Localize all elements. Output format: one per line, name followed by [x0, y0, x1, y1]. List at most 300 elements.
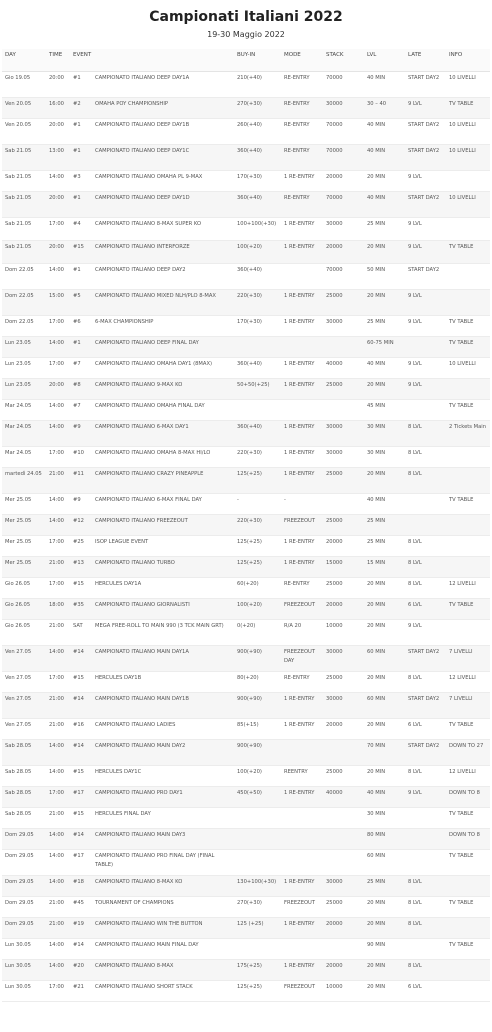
- late-reg-cell: 9 LVL: [405, 98, 446, 119]
- event-name-cell: HERCULES DAY1A: [92, 578, 234, 599]
- buyin-cell: -: [234, 494, 281, 515]
- table-row: [2, 740, 490, 766]
- buyin-cell: 80(+20): [234, 672, 281, 693]
- time-cell: 17:00: [46, 536, 70, 557]
- mode-cell: -: [281, 494, 323, 515]
- late-reg-cell: 6 LVL: [405, 719, 446, 740]
- level-cell: 20 MIN: [364, 468, 405, 494]
- time-cell: 14:00: [46, 515, 70, 536]
- table-row: [2, 400, 490, 421]
- info-cell: [446, 468, 490, 494]
- time-cell: 14:00: [46, 646, 70, 672]
- stack-cell: 20000: [323, 960, 364, 981]
- table-row: [2, 192, 490, 218]
- event-number-cell: #4: [70, 218, 92, 241]
- mode-cell: FREEZEOUT: [281, 599, 323, 620]
- table-row: [2, 960, 490, 981]
- mode-cell: 1 RE-ENTRY: [281, 876, 323, 897]
- time-cell: 17:00: [46, 578, 70, 599]
- buyin-cell: [234, 337, 281, 358]
- event-number-cell: #17: [70, 850, 92, 876]
- level-cell: 25 MIN: [364, 515, 405, 536]
- table-row: [2, 264, 490, 290]
- late-reg-cell: 9 LVL: [405, 171, 446, 192]
- mode-cell: FREEZEOUT DAY: [281, 646, 323, 672]
- mode-cell: [281, 829, 323, 850]
- event-name-cell: CAMPIONATO ITALIANO MIXED NLH/PLO 8-MAX: [92, 290, 234, 316]
- table-row: [2, 337, 490, 358]
- table-row: [2, 358, 490, 379]
- event-name-cell: CAMPIONATO ITALIANO PRO FINAL DAY (FINAL TABLE): [92, 850, 234, 876]
- late-reg-cell: 6 LVL: [405, 981, 446, 1002]
- info-cell: 12 LIVELLI: [446, 766, 490, 787]
- info-cell: TV TABLE: [446, 241, 490, 264]
- event-name-cell: TOURNAMENT OF CHAMPIONS: [92, 897, 234, 918]
- buyin-cell: 220(+30): [234, 290, 281, 316]
- level-cell: 30 MIN: [364, 447, 405, 468]
- info-cell: [446, 876, 490, 897]
- event-number-cell: #9: [70, 421, 92, 447]
- late-reg-cell: 8 LVL: [405, 421, 446, 447]
- info-cell: 2 Tickets Main: [446, 421, 490, 447]
- event-name-cell: CAMPIONATO ITALIANO GIORNALISTI: [92, 599, 234, 620]
- late-reg-cell: 8 LVL: [405, 876, 446, 897]
- info-cell: [446, 447, 490, 468]
- late-reg-cell: START DAY2: [405, 740, 446, 766]
- time-cell: 20:00: [46, 72, 70, 98]
- mode-cell: [281, 740, 323, 766]
- event-name-cell: MEGA FREE-ROLL TO MAIN 990 (3 TCK MAIN GRT): [92, 620, 234, 646]
- time-cell: 20:00: [46, 192, 70, 218]
- late-reg-cell: START DAY2: [405, 145, 446, 171]
- day-cell: Lun 23.05: [2, 379, 46, 400]
- buyin-cell: 100(+20): [234, 599, 281, 620]
- table-body: [2, 72, 490, 1002]
- time-cell: 21:00: [46, 620, 70, 646]
- day-cell: Dom 22.05: [2, 316, 46, 337]
- late-reg-cell: 9 LVL: [405, 290, 446, 316]
- mode-cell: [281, 264, 323, 290]
- late-reg-cell: [405, 939, 446, 960]
- info-cell: 10 LIVELLI: [446, 192, 490, 218]
- mode-cell: RE-ENTRY: [281, 72, 323, 98]
- level-cell: 25 MIN: [364, 876, 405, 897]
- buyin-cell: 50+50(+25): [234, 379, 281, 400]
- event-number-cell: #15: [70, 808, 92, 829]
- time-cell: 14:00: [46, 850, 70, 876]
- day-cell: Ven 27.05: [2, 719, 46, 740]
- event-name-cell: HERCULES DAY1C: [92, 766, 234, 787]
- info-cell: [446, 515, 490, 536]
- day-cell: martedì 24.05: [2, 468, 46, 494]
- info-cell: TV TABLE: [446, 494, 490, 515]
- event-name-cell: HERCULES FINAL DAY: [92, 808, 234, 829]
- info-cell: 10 LIVELLI: [446, 145, 490, 171]
- day-cell: Lun 23.05: [2, 337, 46, 358]
- table-row: [2, 787, 490, 808]
- buyin-cell: 450(+50): [234, 787, 281, 808]
- buyin-cell: 0(+20): [234, 620, 281, 646]
- stack-cell: [323, 939, 364, 960]
- buyin-cell: [234, 829, 281, 850]
- mode-cell: REENTRY: [281, 766, 323, 787]
- day-cell: Lun 30.05: [2, 939, 46, 960]
- late-reg-cell: 8 LVL: [405, 672, 446, 693]
- event-name-cell: CAMPIONATO ITALIANO WIN THE BUTTON: [92, 918, 234, 939]
- info-cell: [446, 620, 490, 646]
- time-cell: 14:00: [46, 766, 70, 787]
- buyin-cell: 360(+40): [234, 264, 281, 290]
- info-cell: DOWN TO 8: [446, 787, 490, 808]
- late-reg-cell: 9 LVL: [405, 379, 446, 400]
- buyin-cell: 170(+30): [234, 316, 281, 337]
- event-number-cell: #18: [70, 876, 92, 897]
- event-number-cell: #15: [70, 241, 92, 264]
- day-cell: Dom 29.05: [2, 918, 46, 939]
- late-reg-cell: START DAY2: [405, 264, 446, 290]
- time-cell: 14:00: [46, 421, 70, 447]
- stack-cell: 25000: [323, 578, 364, 599]
- stack-cell: 25000: [323, 468, 364, 494]
- buyin-cell: 900(+90): [234, 646, 281, 672]
- buyin-cell: 125 (+25): [234, 918, 281, 939]
- event-name-cell: CAMPIONATO ITALIANO OMAHA DAY1 (8MAX): [92, 358, 234, 379]
- info-cell: TV TABLE: [446, 719, 490, 740]
- info-cell: TV TABLE: [446, 939, 490, 960]
- day-cell: Sab 21.05: [2, 145, 46, 171]
- info-cell: TV TABLE: [446, 400, 490, 421]
- time-cell: 16:00: [46, 98, 70, 119]
- stack-cell: 40000: [323, 358, 364, 379]
- stack-cell: 20000: [323, 536, 364, 557]
- time-cell: 15:00: [46, 290, 70, 316]
- event-name-cell: CAMPIONATO ITALIANO OMAHA PL 9-MAX: [92, 171, 234, 192]
- stack-cell: [323, 808, 364, 829]
- event-name-cell: CAMPIONATO ITALIANO 8-MAX: [92, 960, 234, 981]
- day-cell: Ven 27.05: [2, 646, 46, 672]
- day-cell: Dom 29.05: [2, 876, 46, 897]
- late-reg-cell: [405, 515, 446, 536]
- level-cell: 20 MIN: [364, 290, 405, 316]
- time-cell: 21:00: [46, 468, 70, 494]
- late-reg-cell: [405, 400, 446, 421]
- event-name-cell: CAMPIONATO ITALIANO DEEP DAY1B: [92, 119, 234, 145]
- day-cell: Dom 29.05: [2, 897, 46, 918]
- table-row: [2, 447, 490, 468]
- level-cell: 20 MIN: [364, 981, 405, 1002]
- event-number-cell: #19: [70, 918, 92, 939]
- late-reg-cell: 9 LVL: [405, 358, 446, 379]
- stack-cell: 20000: [323, 918, 364, 939]
- day-cell: Lun 30.05: [2, 981, 46, 1002]
- stack-cell: [323, 400, 364, 421]
- time-cell: 14:00: [46, 829, 70, 850]
- event-number-cell: #12: [70, 515, 92, 536]
- late-reg-cell: 8 LVL: [405, 557, 446, 578]
- mode-cell: RE-ENTRY: [281, 672, 323, 693]
- page-subtitle: 19-30 Maggio 2022: [207, 30, 285, 39]
- info-cell: [446, 557, 490, 578]
- level-cell: 40 MIN: [364, 119, 405, 145]
- buyin-cell: 360(+40): [234, 192, 281, 218]
- level-cell: 60 MIN: [364, 646, 405, 672]
- level-cell: 40 MIN: [364, 494, 405, 515]
- info-cell: TV TABLE: [446, 850, 490, 876]
- info-cell: 10 LIVELLI: [446, 72, 490, 98]
- table-row: [2, 646, 490, 672]
- stack-cell: 25000: [323, 290, 364, 316]
- stack-cell: 70000: [323, 72, 364, 98]
- late-reg-cell: [405, 829, 446, 850]
- table-row: [2, 578, 490, 599]
- late-reg-cell: 8 LVL: [405, 918, 446, 939]
- buyin-cell: 125(+25): [234, 981, 281, 1002]
- buyin-cell: 900(+90): [234, 740, 281, 766]
- time-cell: 21:00: [46, 897, 70, 918]
- buyin-cell: 125(+25): [234, 557, 281, 578]
- time-cell: 14:00: [46, 337, 70, 358]
- event-number-cell: #16: [70, 719, 92, 740]
- event-name-cell: OMAHA POY CHAMPIONSHIP: [92, 98, 234, 119]
- level-cell: 20 MIN: [364, 620, 405, 646]
- event-number-cell: #1: [70, 192, 92, 218]
- event-number-cell: #5: [70, 290, 92, 316]
- time-cell: 14:00: [46, 876, 70, 897]
- column-header: DAY: [2, 49, 46, 72]
- stack-cell: 30000: [323, 421, 364, 447]
- day-cell: Gio 26.05: [2, 620, 46, 646]
- late-reg-cell: [405, 494, 446, 515]
- stack-cell: 25000: [323, 672, 364, 693]
- table-row: [2, 918, 490, 939]
- event-number-cell: #7: [70, 400, 92, 421]
- stack-cell: 20000: [323, 171, 364, 192]
- mode-cell: 1 RE-ENTRY: [281, 960, 323, 981]
- day-cell: Mer 25.05: [2, 494, 46, 515]
- level-cell: 60 MIN: [364, 693, 405, 719]
- buyin-cell: [234, 400, 281, 421]
- column-header: INFO: [446, 49, 490, 72]
- stack-cell: 70000: [323, 264, 364, 290]
- buyin-cell: [234, 808, 281, 829]
- buyin-cell: 270(+30): [234, 98, 281, 119]
- stack-cell: 40000: [323, 787, 364, 808]
- event-number-cell: #14: [70, 939, 92, 960]
- info-cell: TV TABLE: [446, 599, 490, 620]
- event-name-cell: CAMPIONATO ITALIANO 9-MAX KO: [92, 379, 234, 400]
- event-name-cell: CAMPIONATO ITALIANO DEEP FINAL DAY: [92, 337, 234, 358]
- stack-cell: [323, 829, 364, 850]
- event-number-cell: #13: [70, 557, 92, 578]
- mode-cell: 1 RE-ENTRY: [281, 719, 323, 740]
- mode-cell: 1 RE-ENTRY: [281, 918, 323, 939]
- buyin-cell: 100(+20): [234, 241, 281, 264]
- time-cell: 17:00: [46, 358, 70, 379]
- info-cell: [446, 171, 490, 192]
- late-reg-cell: [405, 337, 446, 358]
- column-header: [92, 49, 234, 72]
- page: [0, 8, 492, 1002]
- buyin-cell: 360(+40): [234, 421, 281, 447]
- column-header: BUY-IN: [234, 49, 281, 72]
- event-name-cell: CAMPIONATO ITALIANO 6-MAX FINAL DAY: [92, 494, 234, 515]
- table-row: [2, 876, 490, 897]
- mode-cell: RE-ENTRY: [281, 145, 323, 171]
- mode-cell: RE-ENTRY: [281, 119, 323, 145]
- level-cell: 50 MIN: [364, 264, 405, 290]
- level-cell: 20 MIN: [364, 719, 405, 740]
- stack-cell: 30000: [323, 876, 364, 897]
- table-row: [2, 897, 490, 918]
- mode-cell: [281, 808, 323, 829]
- stack-cell: 20000: [323, 241, 364, 264]
- level-cell: 20 MIN: [364, 960, 405, 981]
- event-number-cell: #25: [70, 536, 92, 557]
- day-cell: Sab 21.05: [2, 171, 46, 192]
- mode-cell: 1 RE-ENTRY: [281, 557, 323, 578]
- table-row: [2, 119, 490, 145]
- event-name-cell: CAMPIONATO ITALIANO MAIN DAY1B: [92, 693, 234, 719]
- table-row: [2, 98, 490, 119]
- table-row: [2, 766, 490, 787]
- day-cell: Mer 25.05: [2, 557, 46, 578]
- stack-cell: 30000: [323, 447, 364, 468]
- time-cell: 21:00: [46, 693, 70, 719]
- buyin-cell: 170(+30): [234, 171, 281, 192]
- level-cell: 90 MIN: [364, 939, 405, 960]
- level-cell: 15 MIN: [364, 557, 405, 578]
- mode-cell: RE-ENTRY: [281, 578, 323, 599]
- buyin-cell: 360(+40): [234, 145, 281, 171]
- stack-cell: 20000: [323, 599, 364, 620]
- info-cell: DOWN TO 27: [446, 740, 490, 766]
- day-cell: Dom 29.05: [2, 829, 46, 850]
- event-name-cell: CAMPIONATO ITALIANO INTERFORZE: [92, 241, 234, 264]
- late-reg-cell: 8 LVL: [405, 447, 446, 468]
- day-cell: Mer 25.05: [2, 536, 46, 557]
- info-cell: TV TABLE: [446, 897, 490, 918]
- level-cell: 40 MIN: [364, 192, 405, 218]
- late-reg-cell: 9 LVL: [405, 787, 446, 808]
- buyin-cell: [234, 939, 281, 960]
- stack-cell: 25000: [323, 379, 364, 400]
- day-cell: Sab 21.05: [2, 218, 46, 241]
- mode-cell: 1 RE-ENTRY: [281, 421, 323, 447]
- event-name-cell: CAMPIONATO ITALIANO PRO DAY1: [92, 787, 234, 808]
- event-name-cell: 6-MAX CHAMPIONSHIP: [92, 316, 234, 337]
- level-cell: 20 MIN: [364, 578, 405, 599]
- event-number-cell: #20: [70, 960, 92, 981]
- late-reg-cell: 9 LVL: [405, 241, 446, 264]
- info-cell: [446, 960, 490, 981]
- event-number-cell: #21: [70, 981, 92, 1002]
- day-cell: Gio 19.05: [2, 72, 46, 98]
- day-cell: Mer 25.05: [2, 515, 46, 536]
- info-cell: 7 LIVELLI: [446, 693, 490, 719]
- buyin-cell: 125(+25): [234, 536, 281, 557]
- stack-cell: 30000: [323, 98, 364, 119]
- table-row: [2, 241, 490, 264]
- column-header: LATE: [405, 49, 446, 72]
- time-cell: 17:00: [46, 981, 70, 1002]
- mode-cell: 1 RE-ENTRY: [281, 290, 323, 316]
- mode-cell: [281, 337, 323, 358]
- mode-cell: [281, 850, 323, 876]
- level-cell: 40 MIN: [364, 72, 405, 98]
- late-reg-cell: 9 LVL: [405, 620, 446, 646]
- time-cell: 14:00: [46, 740, 70, 766]
- late-reg-cell: [405, 850, 446, 876]
- buyin-cell: 60(+20): [234, 578, 281, 599]
- stack-cell: 30000: [323, 218, 364, 241]
- day-cell: Sab 21.05: [2, 241, 46, 264]
- table-row: [2, 557, 490, 578]
- late-reg-cell: START DAY2: [405, 192, 446, 218]
- table-row: [2, 379, 490, 400]
- table-row: [2, 494, 490, 515]
- table-row: [2, 171, 490, 192]
- event-number-cell: #2: [70, 98, 92, 119]
- buyin-cell: 125(+25): [234, 468, 281, 494]
- table-row: [2, 808, 490, 829]
- level-cell: 25 MIN: [364, 316, 405, 337]
- time-cell: 21:00: [46, 808, 70, 829]
- event-number-cell: #15: [70, 766, 92, 787]
- table-row: [2, 316, 490, 337]
- time-cell: 14:00: [46, 400, 70, 421]
- mode-cell: 1 RE-ENTRY: [281, 316, 323, 337]
- stack-cell: 70000: [323, 119, 364, 145]
- late-reg-cell: START DAY2: [405, 693, 446, 719]
- level-cell: 25 MIN: [364, 536, 405, 557]
- level-cell: 80 MIN: [364, 829, 405, 850]
- table-row: [2, 672, 490, 693]
- level-cell: 20 MIN: [364, 599, 405, 620]
- level-cell: 20 MIN: [364, 918, 405, 939]
- table-row: [2, 536, 490, 557]
- mode-cell: 1 RE-ENTRY: [281, 447, 323, 468]
- level-cell: 40 MIN: [364, 787, 405, 808]
- time-cell: 20:00: [46, 119, 70, 145]
- event-number-cell: #17: [70, 787, 92, 808]
- event-number-cell: SAT: [70, 620, 92, 646]
- info-cell: TV TABLE: [446, 808, 490, 829]
- late-reg-cell: 8 LVL: [405, 897, 446, 918]
- mode-cell: 1 RE-ENTRY: [281, 358, 323, 379]
- mode-cell: 1 RE-ENTRY: [281, 218, 323, 241]
- event-number-cell: #14: [70, 829, 92, 850]
- event-number-cell: #8: [70, 379, 92, 400]
- page-title: Campionati Italiani 2022: [149, 9, 343, 25]
- event-number-cell: #14: [70, 646, 92, 672]
- table-row: [2, 620, 490, 646]
- table-row: [2, 599, 490, 620]
- stack-cell: 30000: [323, 693, 364, 719]
- day-cell: Sab 28.05: [2, 766, 46, 787]
- buyin-cell: 220(+30): [234, 515, 281, 536]
- event-number-cell: #3: [70, 171, 92, 192]
- table-row: [2, 421, 490, 447]
- time-cell: 14:00: [46, 939, 70, 960]
- table-row: [2, 515, 490, 536]
- info-cell: [446, 290, 490, 316]
- mode-cell: 1 RE-ENTRY: [281, 536, 323, 557]
- table-row: [2, 290, 490, 316]
- event-number-cell: #11: [70, 468, 92, 494]
- event-name-cell: CAMPIONATO ITALIANO FREEZEOUT: [92, 515, 234, 536]
- event-number-cell: #35: [70, 599, 92, 620]
- late-reg-cell: [405, 808, 446, 829]
